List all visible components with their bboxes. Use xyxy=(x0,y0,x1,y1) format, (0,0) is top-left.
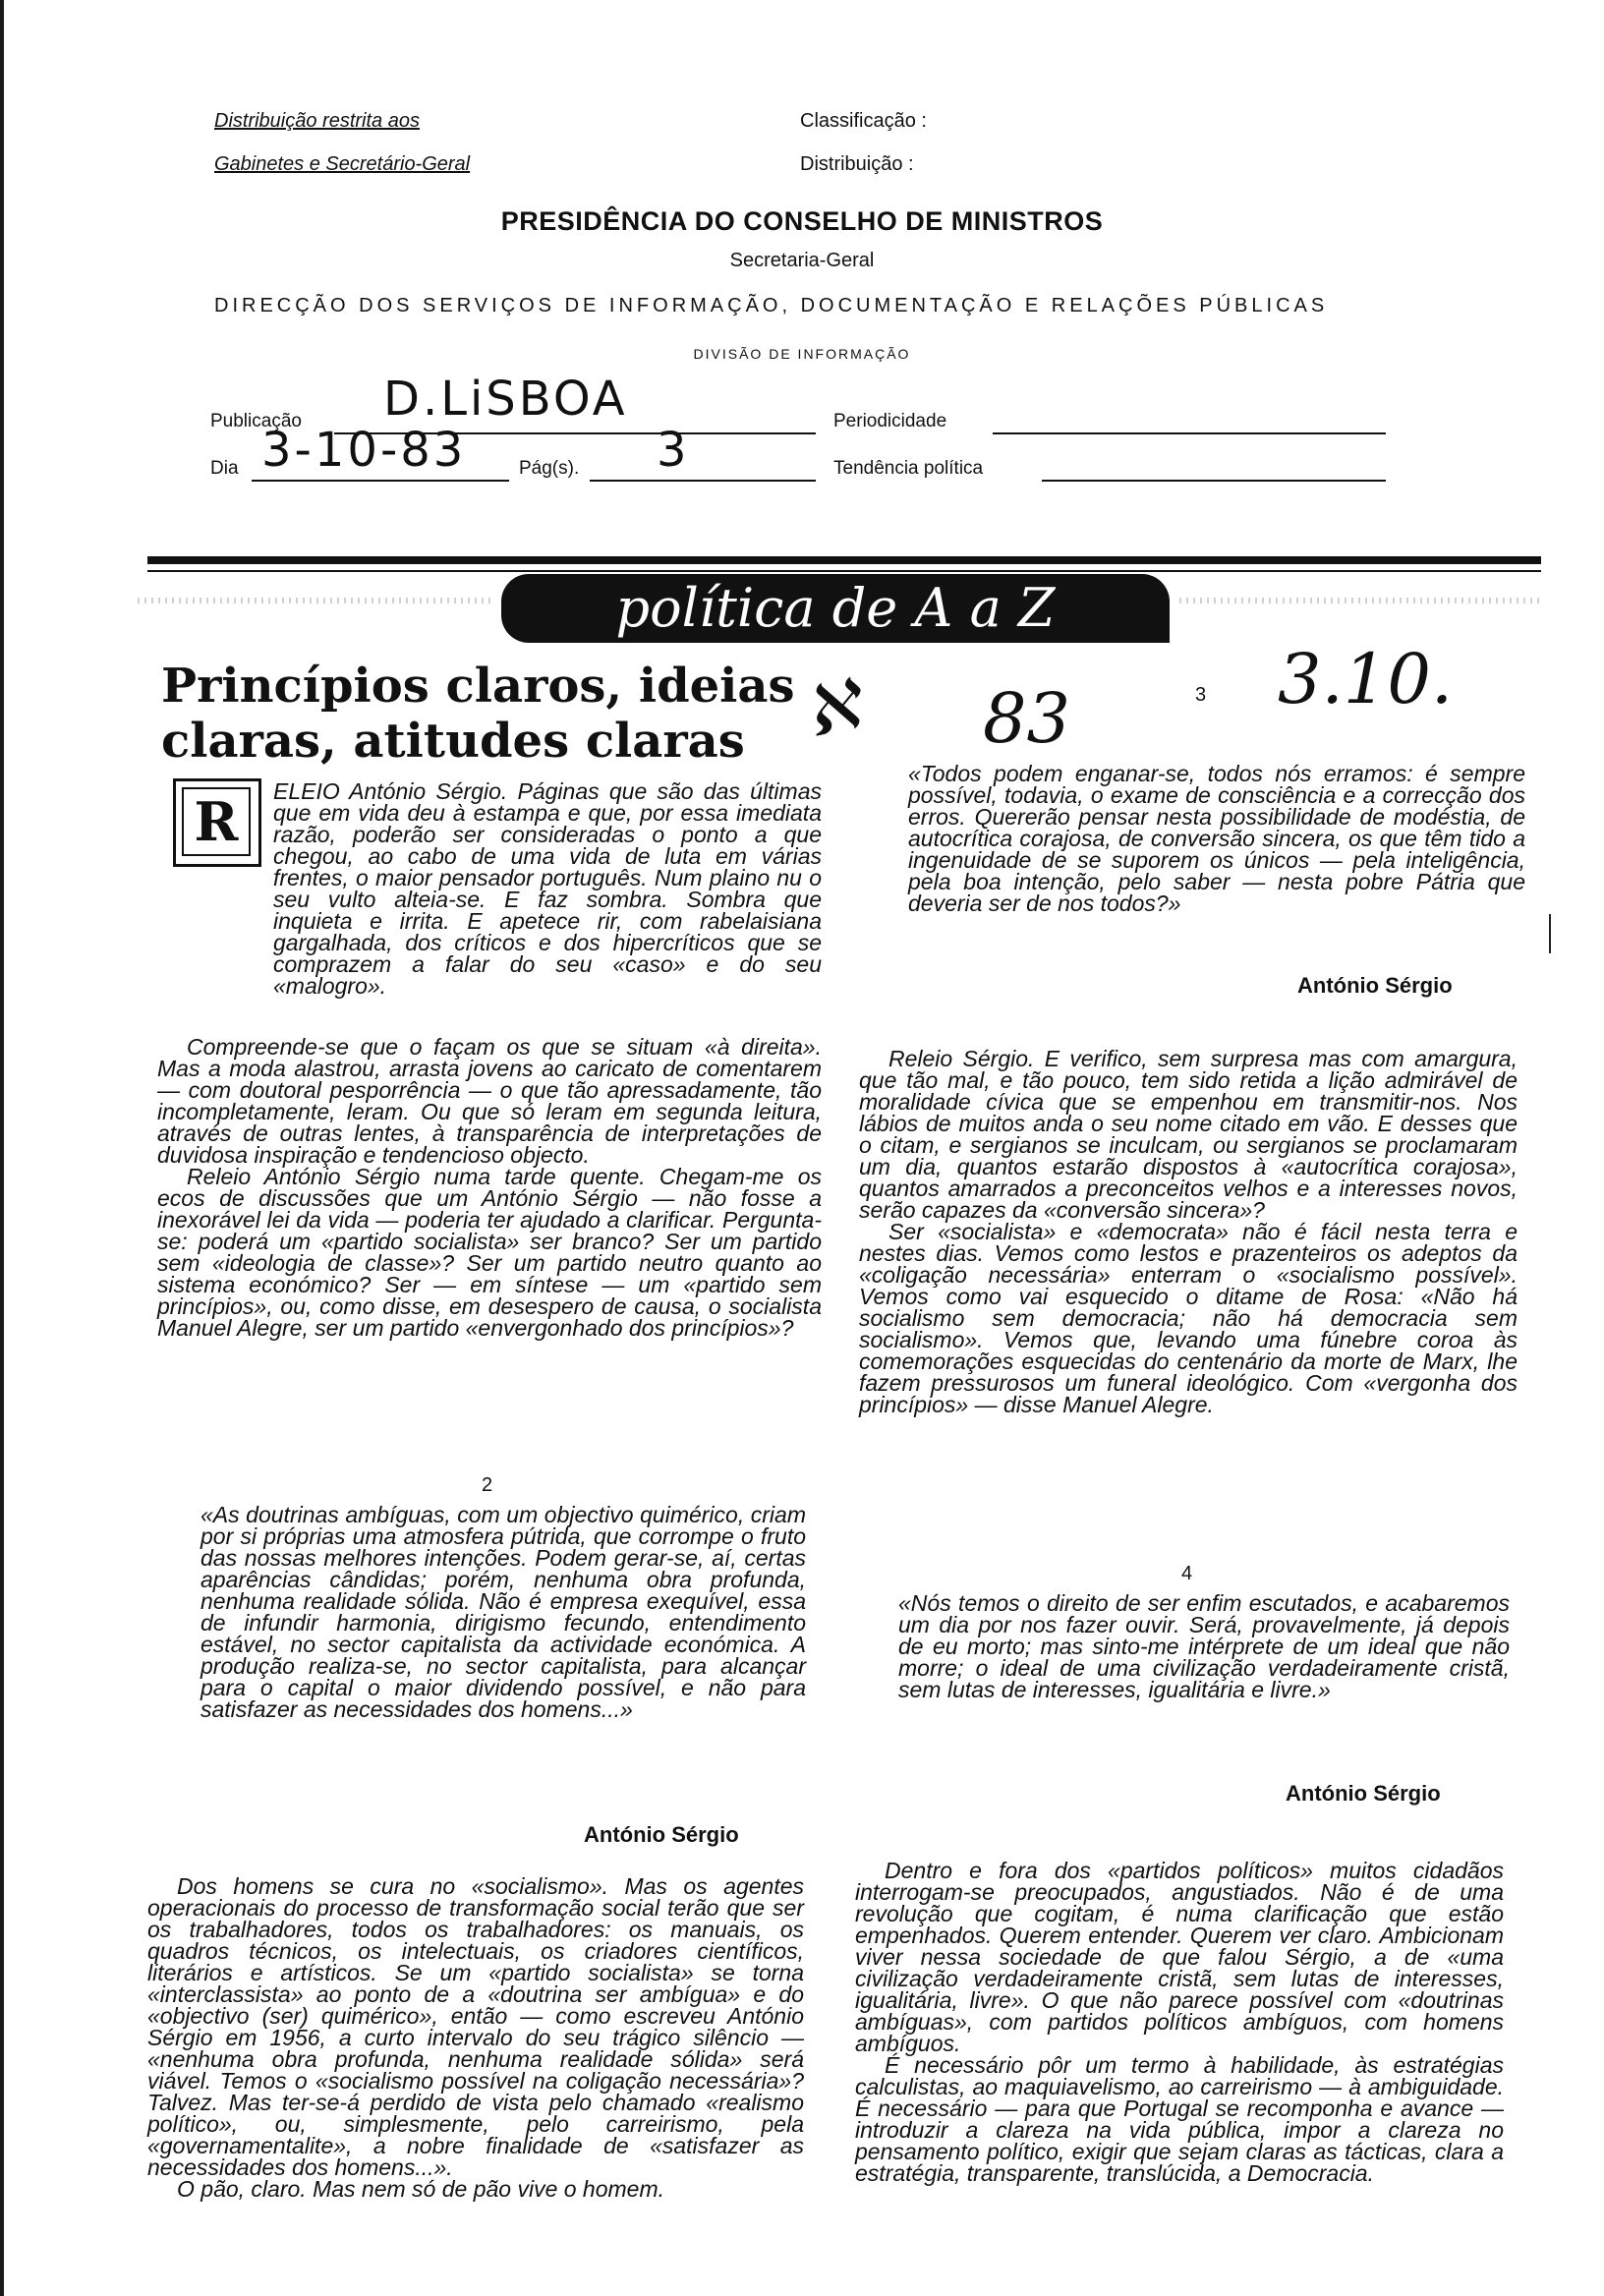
publicacao-label: Publicação xyxy=(210,411,302,431)
handwritten-mark-2: 83 xyxy=(983,678,1071,759)
right-column-end xyxy=(855,1860,1504,2184)
pags-handwritten: 3 xyxy=(657,423,690,478)
quote-3 xyxy=(908,763,1525,914)
section-banner-title: política de A a Z xyxy=(615,577,1056,639)
periodicidade-label: Periodicidade xyxy=(833,411,947,431)
pags-label: Pág(s). xyxy=(519,458,580,479)
presidencia-title: PRESIDÊNCIA DO CONSELHO DE MINISTROS xyxy=(500,206,1104,236)
heavy-rule xyxy=(147,556,1541,564)
tendencia-line xyxy=(1042,480,1386,482)
dia-label: Dia xyxy=(210,458,239,479)
thin-rule xyxy=(147,570,1541,572)
drop-cap-letter: R xyxy=(182,787,251,856)
section-number-2: 2 xyxy=(482,1474,493,1496)
periodicidade-line xyxy=(993,432,1386,434)
headline-line-2: claras, atitudes claras xyxy=(161,714,745,769)
quote-3-text: «Todos podem enganar-se, todos nós erramos: é sempre possível, todavia, o exame de consciência e a correcção dos erros. Quererão pensar nesta possibilidade de modéstia, de autocrítica corajosa, de conversão sincera, os que têm tido a ingenuidade de se suporem os únicos — pela inteligência, pela boa intenção, pelo saber — nesta pobre Pátria que deveria ser de nos todos?» xyxy=(908,761,1525,916)
secretaria-geral: Secretaria-Geral xyxy=(729,250,875,271)
handwritten-date-note: 3.10. xyxy=(1278,639,1454,719)
left-column-end xyxy=(147,1875,804,2200)
scan-mark xyxy=(1549,914,1551,953)
quote-2-text: «As doutrinas ambíguas, com um objectivo quimérico, criam por si próprias uma atmosfera pútrida, que corrompe o fruto das nossas melhores intenções. Podem gerar-se, aí, certas aparências cândidas; porém, nenhuma obra profunda, nenhuma realidade sólida. Não é empresa exequível, essa de infundir harmonia, dirigismo fecundo, entendimento estável, no sector capitalista da actividade económica. A produção realiza-se, no sector capitalista, para alcançar para o capital o maior dividendo possível, e não para satisfazer as necessidades dos homens...» xyxy=(200,1502,806,1722)
drop-cap-frame xyxy=(173,778,261,867)
handwritten-mark-1: ℵ xyxy=(798,663,866,754)
para-releio-tarde: Releio António Sérgio numa tarde quente. Chegam-me os ecos de discussões que um António Sérgio — não fosse a inexorável lei da vida — poderia ter ajudado a clarificar. Pergunta-se: poderá um «partido socialista» ser branco? Ser um partido sem «ideologia de classe»? Ser um partido neutro quanto ao sistema económico? Ser — em síntese — um «partido sem princípios», ou, como disse, em desespero de causa, o socialista Manuel Alegre, ser um partido «envergonhado dos princípios»? xyxy=(157,1164,822,1341)
para-e-necessario: É necessário pôr um termo à habilidade, às estratégias calculistas, ao maquiavelismo, ao carreirismo — à ambiguidade. É necessário — para que Portugal se recomponha e avance — introduzir a clareza na vida pública, impor a clareza no pensamento político, exigir que sejam claras as tácticas, clara a estratégia, transparente, translúcida, a Democracia. xyxy=(855,2052,1504,2186)
distribuicao-label: Distribuição : xyxy=(800,153,914,175)
pags-line xyxy=(590,480,816,482)
quote-2 xyxy=(200,1504,806,1720)
scan-noise-left xyxy=(138,598,491,603)
left-para-1a xyxy=(273,780,822,997)
tendencia-label: Tendência política xyxy=(833,458,984,479)
distribution-line-1: Distribuição restrita aos xyxy=(214,110,420,132)
left-column-block xyxy=(157,1036,822,1339)
quote-4-text: «Nós temos o direito de ser enfim escutados, e acabaremos um dia por nos fazer ouvir. Será, provavelmente, já depois de eu morto; mas sinto-me intérprete de um ideal que não morre; o ideal de uma civilização verdadeiramente cristã, sem lutas de interesses, igualitária e livre.» xyxy=(898,1590,1510,1702)
publicacao-handwritten: D.LiSBOA xyxy=(383,372,628,427)
section-number-3: 3 xyxy=(1195,684,1207,706)
classificacao-label: Classificação : xyxy=(800,110,927,132)
para-releio-sergio: Releio Sérgio. E verifico, sem surpresa mas com amargura, que tão mal, e tão pouco, tem sido retida a lição admirável de moralidade cívica que se empenhou em transmitir-nos. Nos lábios de muitos anda o seu nome citado em vão. E desses que o citam, e sergianos se inculcam, ou sergianos se proclamaram um dia, quantos estarão dispostos à «autocrítica corajosa», quantos amarrados a preconceitos velhos e a interesses novos, serão capazes da «conversão sincera»? xyxy=(859,1046,1518,1223)
para-o-pao: O pão, claro. Mas nem só de pão vive o homem. xyxy=(177,2176,665,2202)
signature-4: António Sérgio xyxy=(1286,1781,1441,1806)
quote-4 xyxy=(898,1592,1510,1700)
direccao-servicos: DIRECÇÃO DOS SERVIÇOS DE INFORMAÇÃO, DOCUMENTAÇÃO E RELAÇÕES PÚBLICAS xyxy=(214,295,1329,316)
dia-line xyxy=(252,480,509,482)
dia-handwritten: 3-10-83 xyxy=(261,423,467,478)
signature-3: António Sérgio xyxy=(1297,973,1453,998)
scan-left-border xyxy=(0,0,4,2296)
para-dos-homens: Dos homens se cura no «socialismo». Mas os agentes operacionais do processo de transformação social terão que ser os trabalhadores, todos os trabalhadores: os manuais, os quadros técnicos, os intelectuais, os criadores científicos, literários e artísticos. Se um «partido socialista» se torna «interclassista» ao ponto de a «doutrina ser ambígua» e do «objectivo (ser) quimérico», então — como escreveu António Sérgio em 1956, a curto intervalo do seu trágico silêncio — «nenhuma obra profunda, nenhuma realidade sólida» será viável. Temos o «socialismo possível na coligação necessária»? Talvez. Mas ter-se-á perdido de vista pelo chamado «realismo político», ou, simplesmente, pelo carreirismo, pela «governamentalite», a nobre finalidade de «satisfazer as necessidades dos homens...». xyxy=(147,1873,804,2180)
section-number-4: 4 xyxy=(1181,1563,1193,1584)
signature-2: António Sérgio xyxy=(584,1822,739,1847)
distribution-line-2: Gabinetes e Secretário-Geral xyxy=(214,153,471,175)
headline-line-1: Princípios claros, ideias xyxy=(161,659,795,714)
scan-noise-right xyxy=(1179,598,1541,603)
divisao-informacao: DIVISÃO DE INFORMAÇÃO xyxy=(693,346,911,362)
right-column-block xyxy=(859,1048,1518,1415)
para-releio-intro: ELEIO António Sérgio. Páginas que são das últimas que em vida deu à estampa e que, por essa imediata razão, poderão ser consideradas o ponto a que chegou, ao cabo de uma vida de luta em várias frentes, o maior pensador português. Num plaino nu o seu vulto alteia-se. E faz sombra. Sombra que inquieta e irrita. E apetece rir, com rabelaisiana gargalhada, dos críticos e dos hipercríticos que se comprazem a falar do seu «caso» e do seu «malogro». xyxy=(273,778,822,999)
para-ser-socialista: Ser «socialista» e «democrata» não é fácil nesta terra e nestes dias. Vemos como lestos e prazenteiros os adeptos da «coligação necessária» enterram o «socialismo possível». Vemos como vai esquecido o ditame de Rosa: «Não há socialismo sem democracia; não há democracia sem socialismo». Vemos que, levando uma fúnebre coroa às comemorações esquecidas do centenário da morte de Marx, lhe fazem pressurosos um funeral ideológico. Com «vergonha dos princípios» — disse Manuel Alegre. xyxy=(859,1219,1518,1417)
para-compreende: Compreende-se que o façam os que se situam «à direita». Mas a moda alastrou, arrasta jovens ao caricato de comentarem — com doutoral pesporrência — o que tão apressadamente, tão incompletamente, leram. Ou que só leram em segunda leitura, através de outras lentes, à transparência de interpretações de duvidosa inspiração e tendencioso objecto. xyxy=(157,1034,822,1168)
para-dentro-e-fora: Dentro e fora dos «partidos políticos» muitos cidadãos interrogam-se preocupados, angustiados. Não é de uma revolução que cogitam, é numa clarificação que estão empenhados. Querem entender. Querem ver claro. Ambicionam viver nessa sociedade de que falou Sérgio, a de «uma civilização verdadeiramente cristã, sem lutas de interesses, igualitária, livre». O que não parece possível com «doutrinas ambíguas», com partidos políticos ambíguos, com homens ambíguos. xyxy=(855,1858,1504,2056)
